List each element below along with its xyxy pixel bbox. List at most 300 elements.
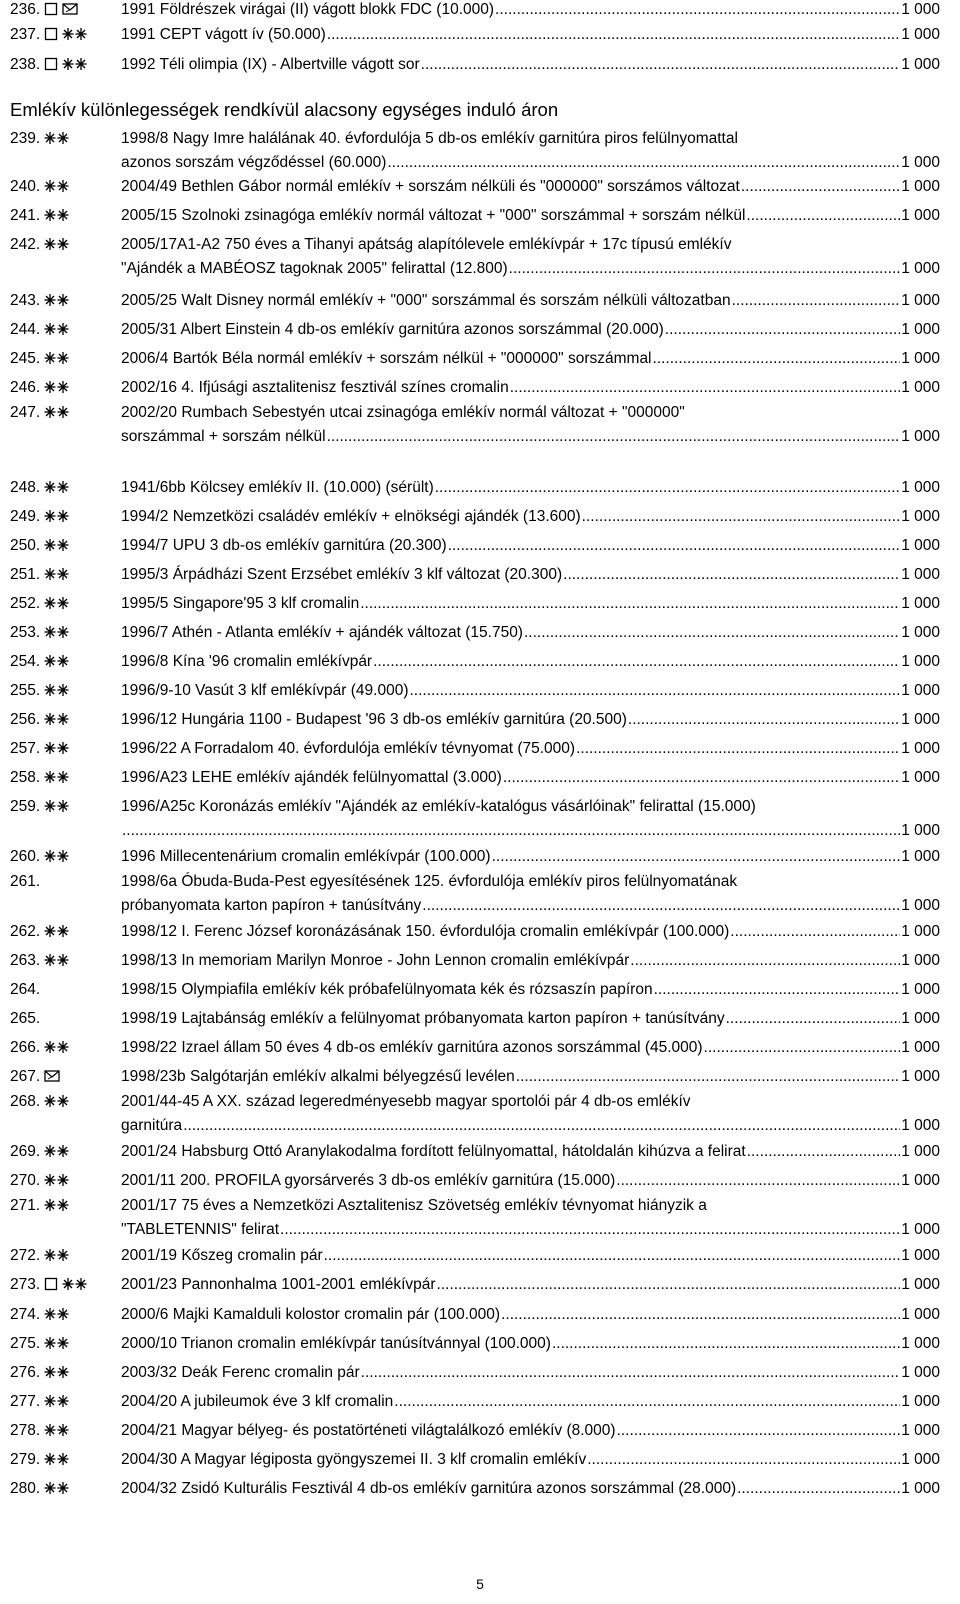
item-price: 1 000 bbox=[901, 624, 940, 641]
item-icons bbox=[44, 567, 70, 583]
envelope-icon bbox=[62, 2, 78, 18]
leader-dots bbox=[360, 594, 900, 613]
item-text-line: "TABLETENNIS" felirat bbox=[121, 1221, 280, 1238]
item-number: 256. bbox=[10, 711, 41, 728]
item-icons bbox=[44, 1198, 70, 1214]
item-icons bbox=[44, 1277, 88, 1293]
item-icons bbox=[44, 799, 70, 815]
item-number: 277. bbox=[10, 1393, 41, 1410]
leader-dots bbox=[183, 1116, 900, 1135]
double-star-icon bbox=[44, 1423, 70, 1439]
item-text-line: 1996/A25c Koronázás emlékív "Ajándék az emlékív-katalógus vásárlóinak" felirattal (15.000) bbox=[121, 798, 756, 815]
section-heading: Emlékív különlegességek rendkívül alacsony egységes induló áron bbox=[10, 99, 559, 120]
item-number: 268. bbox=[10, 1093, 41, 1110]
item-text-line: 2002/20 Rumbach Sebestyén utcai zsinagóga emlékív normál változat + "000000" bbox=[121, 404, 685, 421]
item-description bbox=[121, 1092, 940, 1135]
leader-dots bbox=[587, 1450, 900, 1469]
item-description bbox=[121, 1246, 940, 1265]
leader-dots bbox=[726, 1009, 901, 1028]
item-icons bbox=[44, 2, 78, 18]
item-price: 1 000 bbox=[901, 292, 940, 309]
item-description bbox=[121, 291, 940, 310]
leader-dots bbox=[576, 739, 900, 758]
item-price: 1 000 bbox=[901, 1393, 940, 1410]
leader-dots bbox=[524, 623, 900, 642]
double-star-icon bbox=[44, 953, 70, 969]
leader-dots bbox=[327, 25, 900, 44]
item-text-line: 1998/8 Nagy Imre halálának 40. évfordulója 5 db-os emlékív garnitúra piros felülnyomattal bbox=[121, 130, 738, 147]
item-text-line: 2005/17A1-A2 750 éves a Tihanyi apátság alapítólevele emlékívpár + 17c típusú emlékív bbox=[121, 236, 732, 253]
double-star-icon bbox=[62, 57, 88, 73]
item-price: 1 000 bbox=[901, 1172, 940, 1189]
item-number: 265. bbox=[10, 1010, 41, 1027]
item-price: 1 000 bbox=[901, 1010, 940, 1027]
double-star-icon bbox=[44, 596, 70, 612]
item-price: 1 000 bbox=[901, 1143, 940, 1160]
item-description bbox=[121, 507, 940, 526]
item-text-line: 2004/21 Magyar bélyeg- és postatörténeti világtalálkozó emlékív (8.000) bbox=[121, 1422, 616, 1439]
leader-dots bbox=[741, 177, 900, 196]
item-price: 1 000 bbox=[901, 1276, 940, 1293]
item-icons bbox=[44, 849, 70, 865]
item-icons bbox=[44, 538, 70, 554]
double-star-icon bbox=[44, 683, 70, 699]
double-star-icon bbox=[44, 924, 70, 940]
double-star-icon bbox=[44, 351, 70, 367]
leader-dots bbox=[732, 291, 901, 310]
item-text-line: 1995/5 Singapore'95 3 klf cromalin bbox=[121, 595, 360, 612]
double-star-icon bbox=[44, 1481, 70, 1497]
item-description bbox=[121, 652, 940, 671]
item-price: 1 000 bbox=[901, 897, 940, 914]
item-text-line: 1996/A23 LEHE emlékív ajándék felülnyomattal (3.000) bbox=[121, 769, 502, 786]
item-price: 1 000 bbox=[901, 26, 940, 43]
checkbox-square-icon bbox=[44, 27, 60, 43]
item-text-line: 2001/19 Kőszeg cromalin pár bbox=[121, 1247, 323, 1264]
item-text-line: 2000/10 Trianon cromalin emlékívpár tanúsítvánnyal (100.000) bbox=[121, 1335, 551, 1352]
item-text-line: 1998/22 Izrael állam 50 éves 4 db-os emlékív garnitúra azonos sorszámmal (45.000) bbox=[121, 1039, 703, 1056]
item-text-line: 2004/32 Zsidó Kulturális Fesztivál 4 db-os emlékív garnitúra azonos sorszámmal (28.000) bbox=[121, 1480, 737, 1497]
double-star-icon bbox=[44, 1394, 70, 1410]
double-star-icon bbox=[44, 237, 70, 253]
leader-dots bbox=[617, 1421, 901, 1440]
double-star-icon bbox=[44, 1365, 70, 1381]
double-star-icon bbox=[44, 1452, 70, 1468]
leader-dots bbox=[582, 507, 901, 526]
item-price: 1 000 bbox=[901, 379, 940, 396]
item-description bbox=[121, 235, 940, 278]
double-star-icon bbox=[44, 654, 70, 670]
leader-dots bbox=[435, 478, 900, 497]
item-number: 257. bbox=[10, 740, 41, 757]
item-icons bbox=[44, 1365, 70, 1381]
item-description bbox=[121, 206, 940, 225]
item-price: 1 000 bbox=[901, 711, 940, 728]
item-icons bbox=[44, 625, 70, 641]
leader-dots bbox=[492, 847, 901, 866]
item-number: 269. bbox=[10, 1143, 41, 1160]
item-number: 252. bbox=[10, 595, 41, 612]
leader-dots bbox=[630, 951, 900, 970]
double-star-icon bbox=[44, 380, 70, 396]
item-text-line: 1998/15 Olympiafila emlékív kék próbafelülnyomata kék és rózsaszín papíron bbox=[121, 981, 653, 998]
item-text-line: 1992 Téli olimpia (IX) - Albertville vágott sor bbox=[121, 56, 420, 73]
double-star-icon bbox=[44, 1248, 70, 1264]
leader-dots bbox=[422, 896, 900, 915]
item-price: 1 000 bbox=[901, 350, 940, 367]
item-description bbox=[121, 25, 940, 44]
item-number: 250. bbox=[10, 537, 41, 554]
item-description bbox=[121, 1009, 940, 1028]
item-text-line: 2002/16 4. Ifjúsági asztalitenisz fesztivál színes cromalin bbox=[121, 379, 509, 396]
item-icons bbox=[44, 27, 88, 43]
item-number: 279. bbox=[10, 1451, 41, 1468]
item-description bbox=[121, 1363, 940, 1382]
item-number: 244. bbox=[10, 321, 41, 338]
item-text-line: 1994/7 UPU 3 db-os emlékív garnitúra (20.300) bbox=[121, 537, 447, 554]
item-description bbox=[121, 403, 940, 446]
item-icons bbox=[44, 1394, 70, 1410]
item-text-line: 1941/6bb Kölcsey emlékív II. (10.000) (sérült) bbox=[121, 479, 434, 496]
item-price: 1 000 bbox=[901, 321, 940, 338]
double-star-icon bbox=[44, 1094, 70, 1110]
item-description bbox=[121, 739, 940, 758]
item-text-line: azonos sorszám végződéssel (60.000) bbox=[121, 154, 387, 171]
item-number: 240. bbox=[10, 178, 41, 195]
item-price: 1 000 bbox=[901, 822, 940, 839]
item-description bbox=[121, 872, 940, 915]
leader-dots bbox=[409, 681, 900, 700]
double-star-icon bbox=[44, 799, 70, 815]
item-text-line: 1998/12 I. Ferenc József koronázásának 150. évfordulója cromalin emlékívpár (100.000) bbox=[121, 923, 730, 940]
item-icons bbox=[44, 322, 70, 338]
item-icons bbox=[44, 654, 70, 670]
item-icons bbox=[44, 1423, 70, 1439]
item-price: 1 000 bbox=[901, 178, 940, 195]
item-number: 264. bbox=[10, 981, 41, 998]
leader-dots bbox=[122, 821, 900, 840]
item-number: 254. bbox=[10, 653, 41, 670]
item-text-line: 2001/11 200. PROFILA gyorsárverés 3 db-os emlékív garnitúra (15.000) bbox=[121, 1172, 616, 1189]
leader-dots bbox=[704, 1038, 901, 1057]
page-number: 5 bbox=[476, 1576, 484, 1592]
item-text-line: 1998/6a Óbuda-Buda-Pest egyesítésének 125. évfordulója emlékív piros felülnyomatának bbox=[121, 873, 738, 890]
item-price: 1 000 bbox=[901, 653, 940, 670]
item-description bbox=[121, 768, 940, 787]
item-icons bbox=[44, 293, 70, 309]
item-icons bbox=[44, 351, 70, 367]
item-text-line: 2004/20 A jubileumok éve 3 klf cromalin bbox=[121, 1393, 394, 1410]
double-star-icon bbox=[44, 712, 70, 728]
leader-dots bbox=[394, 1392, 900, 1411]
item-number: 245. bbox=[10, 350, 41, 367]
item-icons bbox=[44, 596, 70, 612]
item-text-line: 1996/22 A Forradalom 40. évfordulója emlékív tévnyomat (75.000) bbox=[121, 740, 576, 757]
item-price: 1 000 bbox=[901, 566, 940, 583]
item-price: 1 000 bbox=[901, 1451, 940, 1468]
item-description bbox=[121, 177, 940, 196]
item-text-line: 1996/8 Kína '96 cromalin emlékívpár bbox=[121, 653, 373, 670]
item-description bbox=[121, 1450, 940, 1469]
checkbox-square-icon bbox=[44, 57, 60, 73]
item-description bbox=[121, 1171, 940, 1190]
item-number: 249. bbox=[10, 508, 41, 525]
item-text-line: 1995/3 Árpádházi Szent Erzsébet emlékív 3 klf változat (20.300) bbox=[121, 566, 563, 583]
item-number: 270. bbox=[10, 1172, 41, 1189]
item-description bbox=[121, 378, 940, 397]
leader-dots bbox=[387, 153, 900, 172]
item-text-line: 2005/25 Walt Disney normál emlékív + "000" sorszámmal és sorszám nélküli változatban bbox=[121, 292, 731, 309]
item-text-line: 2001/23 Pannonhalma 1001-2001 emlékívpár bbox=[121, 1276, 436, 1293]
item-price: 1 000 bbox=[901, 479, 940, 496]
leader-dots bbox=[616, 1171, 900, 1190]
leader-dots bbox=[501, 1305, 900, 1324]
item-number: 259. bbox=[10, 798, 41, 815]
item-price: 1 000 bbox=[901, 769, 940, 786]
leader-dots bbox=[563, 565, 900, 584]
item-description bbox=[121, 951, 940, 970]
item-price: 1 000 bbox=[901, 1422, 940, 1439]
item-number: 266. bbox=[10, 1039, 41, 1056]
item-number: 278. bbox=[10, 1422, 41, 1439]
leader-dots bbox=[361, 1363, 901, 1382]
item-text-line: 2004/49 Bethlen Gábor normál emlékív + sorszám nélküli és "000000" sorszámos változat bbox=[121, 178, 740, 195]
item-icons bbox=[44, 1336, 70, 1352]
item-price: 1 000 bbox=[901, 981, 940, 998]
item-text-line: 2005/31 Albert Einstein 4 db-os emlékív garnitúra azonos sorszámmal (20.000) bbox=[121, 321, 664, 338]
item-price: 1 000 bbox=[901, 1306, 940, 1323]
checkbox-square-icon bbox=[44, 2, 60, 18]
leader-dots bbox=[746, 206, 900, 225]
item-icons bbox=[44, 1069, 60, 1085]
item-price: 1 000 bbox=[901, 923, 940, 940]
item-number: 239. bbox=[10, 130, 41, 147]
item-number: 247. bbox=[10, 404, 41, 421]
item-description bbox=[121, 0, 940, 19]
item-icons bbox=[44, 741, 70, 757]
item-icons bbox=[44, 179, 70, 195]
item-description bbox=[121, 797, 940, 840]
item-number: 276. bbox=[10, 1364, 41, 1381]
item-price: 1 000 bbox=[901, 1480, 940, 1497]
item-price: 1 000 bbox=[901, 1, 940, 18]
item-icons bbox=[44, 380, 70, 396]
item-description bbox=[121, 1392, 940, 1411]
item-price: 1 000 bbox=[901, 595, 940, 612]
double-star-icon bbox=[44, 293, 70, 309]
item-icons bbox=[44, 1144, 70, 1160]
leader-dots bbox=[747, 1142, 901, 1161]
double-star-icon bbox=[62, 27, 88, 43]
item-icons bbox=[44, 480, 70, 496]
item-description bbox=[121, 55, 940, 74]
item-description bbox=[121, 1275, 940, 1294]
leader-dots bbox=[324, 1246, 901, 1265]
item-icons bbox=[44, 57, 88, 73]
item-text-line: 2006/4 Bartók Béla normál emlékív + sorszám nélkül + "000000" sorszámmal bbox=[121, 350, 652, 367]
double-star-icon bbox=[44, 131, 70, 147]
item-description bbox=[121, 565, 940, 584]
item-text-line: 1998/23b Salgótarján emlékív alkalmi bélyegzésű levélen bbox=[121, 1068, 515, 1085]
item-text-line: "Ajándék a MABÉOSZ tagoknak 2005" felirattal (12.800) bbox=[121, 260, 508, 277]
double-star-icon bbox=[44, 1307, 70, 1323]
double-star-icon bbox=[44, 1040, 70, 1056]
item-price: 1 000 bbox=[901, 1221, 940, 1238]
item-price: 1 000 bbox=[901, 428, 940, 445]
leader-dots bbox=[665, 320, 900, 339]
item-text-line: 1998/19 Lajtabánság emlékív a felülnyomat próbanyomata karton papíron + tanúsítvány bbox=[121, 1010, 725, 1027]
leader-dots bbox=[509, 259, 901, 278]
item-text-line: 2003/32 Deák Ferenc cromalin pár bbox=[121, 1364, 360, 1381]
item-description bbox=[121, 1305, 940, 1324]
leader-dots bbox=[280, 1220, 900, 1239]
item-price: 1 000 bbox=[901, 154, 940, 171]
item-text-line: 1998/13 In memoriam Marilyn Monroe - John Lennon cromalin emlékívpár bbox=[121, 952, 630, 969]
double-star-icon bbox=[44, 480, 70, 496]
item-text-line: garnitúra bbox=[121, 1117, 183, 1134]
item-text-line: sorszámmal + sorszám nélkül bbox=[121, 428, 326, 445]
item-text-line: 1996 Millecentenárium cromalin emlékívpár (100.000) bbox=[121, 848, 491, 865]
item-number: 262. bbox=[10, 923, 41, 940]
double-star-icon bbox=[44, 1173, 70, 1189]
leader-dots bbox=[516, 1067, 900, 1086]
item-icons bbox=[44, 1452, 70, 1468]
item-price: 1 000 bbox=[901, 260, 940, 277]
item-price: 1 000 bbox=[901, 848, 940, 865]
item-price: 1 000 bbox=[901, 1117, 940, 1134]
item-number: 261. bbox=[10, 873, 41, 890]
double-star-icon bbox=[44, 1336, 70, 1352]
item-number: 246. bbox=[10, 379, 41, 396]
item-price: 1 000 bbox=[901, 1364, 940, 1381]
checkbox-square-icon bbox=[44, 1277, 60, 1293]
item-price: 1 000 bbox=[901, 508, 940, 525]
leader-dots bbox=[495, 0, 900, 19]
item-number: 273. bbox=[10, 1276, 41, 1293]
item-text-line: 2004/30 A Magyar légiposta gyöngyszemei II. 3 klf cromalin emlékív bbox=[121, 1451, 587, 1468]
leader-dots bbox=[503, 768, 900, 787]
item-price: 1 000 bbox=[901, 1247, 940, 1264]
item-number: 242. bbox=[10, 236, 41, 253]
item-description bbox=[121, 681, 940, 700]
item-number: 251. bbox=[10, 566, 41, 583]
item-number: 272. bbox=[10, 1247, 41, 1264]
double-star-icon bbox=[44, 509, 70, 525]
item-icons bbox=[44, 712, 70, 728]
item-description bbox=[121, 847, 940, 866]
item-number: 258. bbox=[10, 769, 41, 786]
item-text-line: 2000/6 Majki Kamalduli kolostor cromalin pár (100.000) bbox=[121, 1306, 501, 1323]
item-number: 260. bbox=[10, 848, 41, 865]
item-number: 248. bbox=[10, 479, 41, 496]
leader-dots bbox=[437, 1275, 901, 1294]
item-text-line: próbanyomata karton papíron + tanúsítvány bbox=[121, 897, 422, 914]
item-description bbox=[121, 320, 940, 339]
item-icons bbox=[44, 1040, 70, 1056]
double-star-icon bbox=[44, 538, 70, 554]
double-star-icon bbox=[44, 625, 70, 641]
item-description bbox=[121, 922, 940, 941]
double-star-icon bbox=[44, 741, 70, 757]
item-description bbox=[121, 1334, 940, 1353]
leader-dots bbox=[628, 710, 900, 729]
item-text-line: 2001/44-45 A XX. század legeredményesebb magyar sportolói pár 4 db-os emlékív bbox=[121, 1093, 691, 1110]
item-price: 1 000 bbox=[901, 207, 940, 224]
item-text-line: 1996/12 Hungária 1100 - Budapest '96 3 db-os emlékív garnitúra (20.500) bbox=[121, 711, 627, 728]
item-price: 1 000 bbox=[901, 1335, 940, 1352]
leader-dots bbox=[730, 922, 900, 941]
item-number: 237. bbox=[10, 26, 41, 43]
item-text-line: 1994/2 Nemzetközi családév emlékív + elnökségi ajándék (13.600) bbox=[121, 508, 581, 525]
item-description bbox=[121, 1067, 940, 1086]
item-number: 267. bbox=[10, 1068, 41, 1085]
item-number: 280. bbox=[10, 1480, 41, 1497]
item-text-line: 1996/7 Athén - Atlanta emlékív + ajándék változat (15.750) bbox=[121, 624, 523, 641]
item-number: 275. bbox=[10, 1335, 41, 1352]
item-icons bbox=[44, 770, 70, 786]
item-number: 238. bbox=[10, 56, 41, 73]
item-price: 1 000 bbox=[901, 740, 940, 757]
item-description bbox=[121, 1479, 940, 1498]
item-text-line: 1991 CEPT vágott ív (50.000) bbox=[121, 26, 326, 43]
double-star-icon bbox=[44, 849, 70, 865]
item-text-line: 2005/15 Szolnoki zsinagóga emlékív normál változat + "000" sorszámmal + sorszám nélkül bbox=[121, 207, 746, 224]
item-icons bbox=[44, 1094, 70, 1110]
item-number: 243. bbox=[10, 292, 41, 309]
double-star-icon bbox=[44, 208, 70, 224]
item-number: 255. bbox=[10, 682, 41, 699]
double-star-icon bbox=[44, 1198, 70, 1214]
leader-dots bbox=[373, 652, 900, 671]
item-description bbox=[121, 980, 940, 999]
item-icons bbox=[44, 237, 70, 253]
envelope-icon bbox=[44, 1069, 60, 1085]
item-price: 1 000 bbox=[901, 952, 940, 969]
item-price: 1 000 bbox=[901, 682, 940, 699]
item-description bbox=[121, 129, 940, 172]
item-number: 241. bbox=[10, 207, 41, 224]
item-description bbox=[121, 623, 940, 642]
item-number: 274. bbox=[10, 1306, 41, 1323]
leader-dots bbox=[510, 378, 901, 397]
double-star-icon bbox=[44, 770, 70, 786]
item-icons bbox=[44, 683, 70, 699]
item-number: 271. bbox=[10, 1197, 41, 1214]
leader-dots bbox=[327, 427, 901, 446]
item-number: 253. bbox=[10, 624, 41, 641]
item-price: 1 000 bbox=[901, 1039, 940, 1056]
item-description bbox=[121, 594, 940, 613]
double-star-icon bbox=[44, 405, 70, 421]
item-text-line: 1996/9-10 Vasút 3 klf emlékívpár (49.000) bbox=[121, 682, 409, 699]
item-description bbox=[121, 1196, 940, 1239]
item-icons bbox=[44, 953, 70, 969]
item-description bbox=[121, 478, 940, 497]
item-price: 1 000 bbox=[901, 1068, 940, 1085]
leader-dots bbox=[448, 536, 901, 555]
item-icons bbox=[44, 924, 70, 940]
item-icons bbox=[44, 208, 70, 224]
leader-dots bbox=[737, 1479, 900, 1498]
item-icons bbox=[44, 1173, 70, 1189]
double-star-icon bbox=[62, 1277, 88, 1293]
item-icons bbox=[44, 405, 70, 421]
double-star-icon bbox=[44, 1144, 70, 1160]
item-description bbox=[121, 1142, 940, 1161]
item-number: 236. bbox=[10, 1, 41, 18]
leader-dots bbox=[653, 349, 901, 368]
leader-dots bbox=[654, 980, 901, 999]
